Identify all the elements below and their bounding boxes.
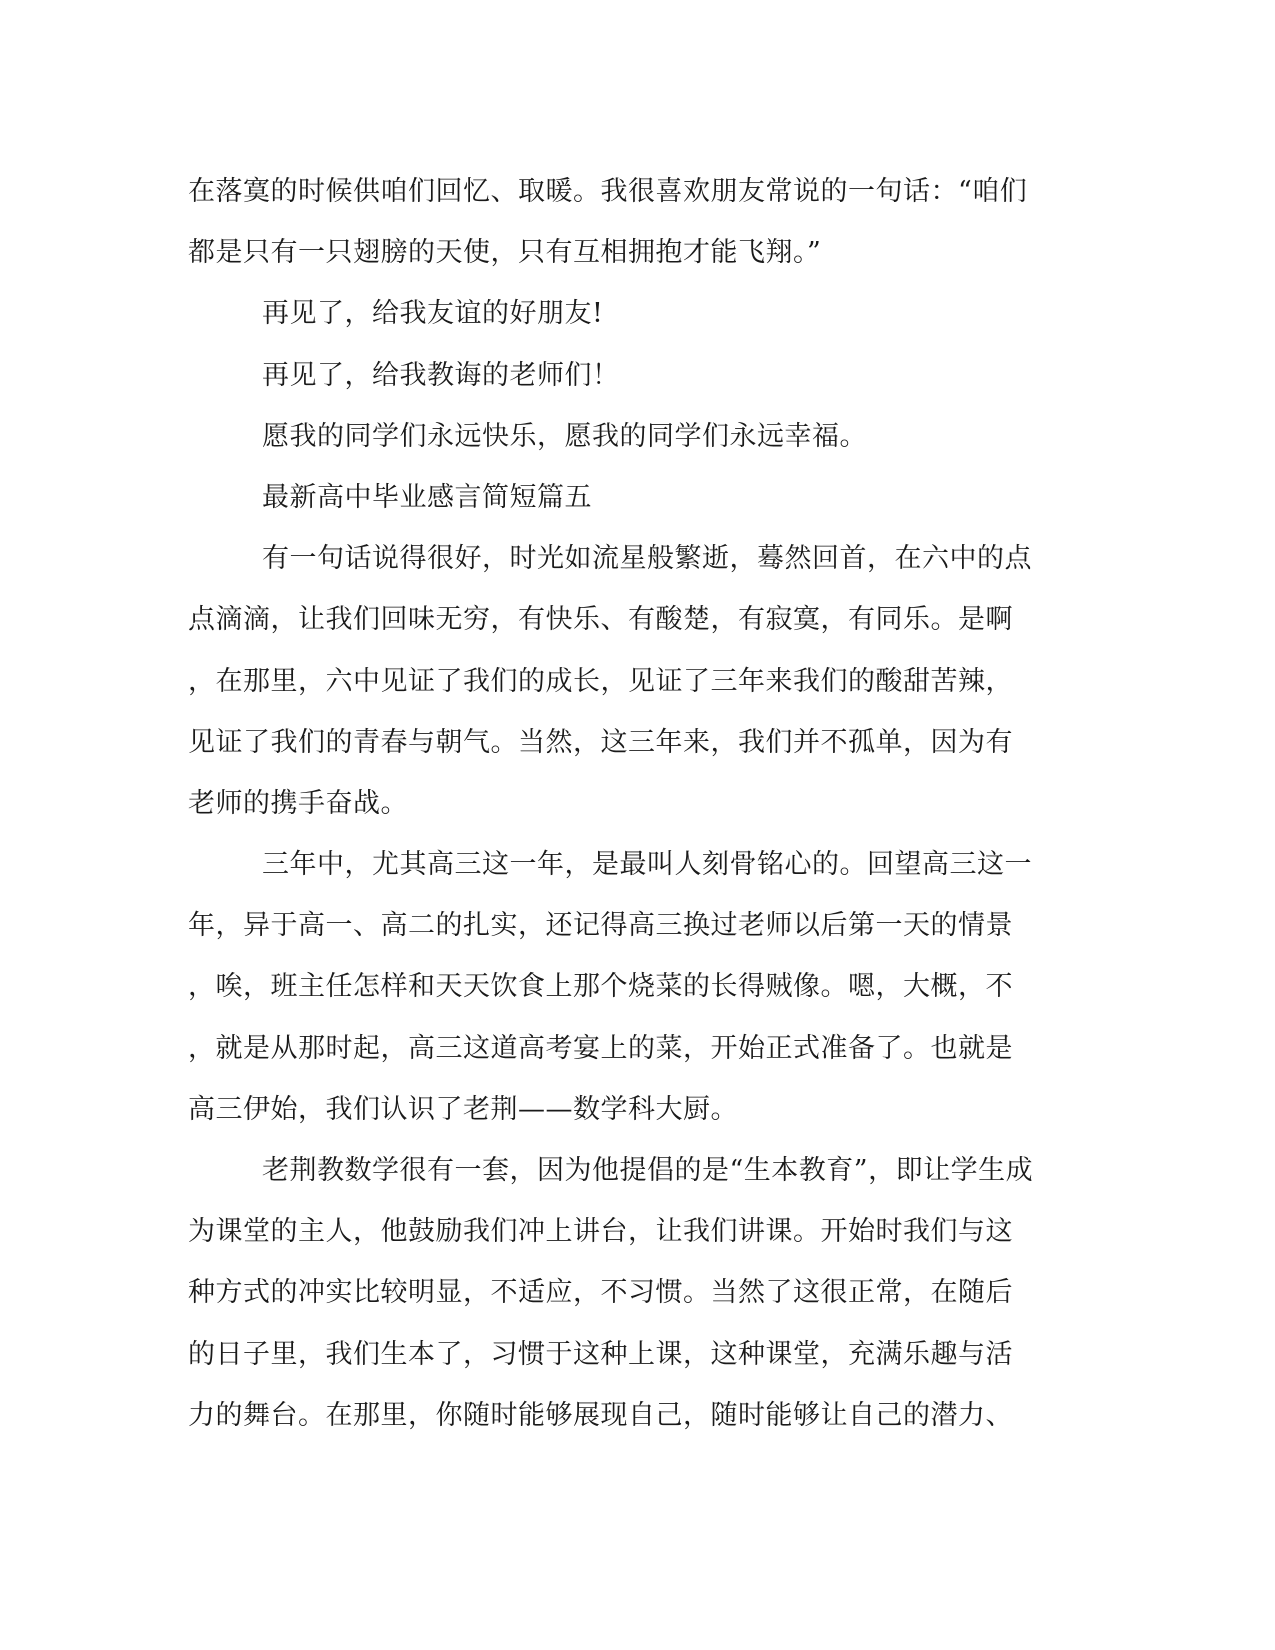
text-line: 有一句话说得很好，时光如流星般繁逝，蓦然回首，在六中的点 <box>262 543 1032 575</box>
text-line: 三年中，尤其高三这一年，是最叫人刻骨铭心的。回望高三这一 <box>262 849 1032 881</box>
text-line: 再见了，给我教诲的老师们！ <box>262 359 620 391</box>
text-line: 愿我的同学们永远快乐，愿我的同学们永远幸福。 <box>262 420 867 452</box>
text-line: ，就是从那时起，高三这道高考宴上的菜，开始正式准备了。也就是 <box>188 1032 1013 1064</box>
text-line: 为课堂的主人，他鼓励我们冲上讲台，让我们讲课。开始时我们与这 <box>188 1216 1013 1248</box>
text-line: ，唉，班主任怎样和天天饮食上那个烧菜的长得贼像。嗯，大概，不 <box>188 971 1013 1003</box>
text-line: 最新高中毕业感言简短篇五 <box>262 481 592 513</box>
text-line: 老荆教数学很有一套，因为他提倡的是“生本教育”，即让学生成 <box>262 1155 1034 1186</box>
text-line: 力的舞台。在那里，你随时能够展现自己，随时能够让自己的潜力、 <box>188 1399 1013 1431</box>
document-body <box>188 161 1068 1446</box>
text-line: 点滴滴，让我们回味无穷，有快乐、有酸楚，有寂寞，有同乐。是啊 <box>188 604 1013 636</box>
text-line: ，在那里，六中见证了我们的成长，见证了三年来我们的酸甜苦辣， <box>188 665 1013 697</box>
text-line: 见证了我们的青春与朝气。当然，这三年来，我们并不孤单，因为有 <box>188 726 1013 758</box>
text-line: 再见了，给我友谊的好朋友! <box>262 298 604 330</box>
text-line: 的日子里，我们生本了，习惯于这种上课，这种课堂，充满乐趣与活 <box>188 1338 1013 1370</box>
text-line: 在落寞的时候供咱们回忆、取暖。我很喜欢朋友常说的一句话：“咱们 <box>188 176 1028 207</box>
text-line: 都是只有一只翅膀的天使，只有互相拥抱才能飞翔。” <box>188 237 822 269</box>
text-line: 老师的携手奋战。 <box>188 787 408 819</box>
text-line: 高三伊始，我们认识了老荆——数学科大厨。 <box>188 1093 738 1125</box>
text-line: 年，异于高一、高二的扎实，还记得高三换过老师以后第一天的情景 <box>188 910 1013 942</box>
text-line: 种方式的冲实比较明显，不适应，不习惯。当然了这很正常，在随后 <box>188 1277 1013 1309</box>
